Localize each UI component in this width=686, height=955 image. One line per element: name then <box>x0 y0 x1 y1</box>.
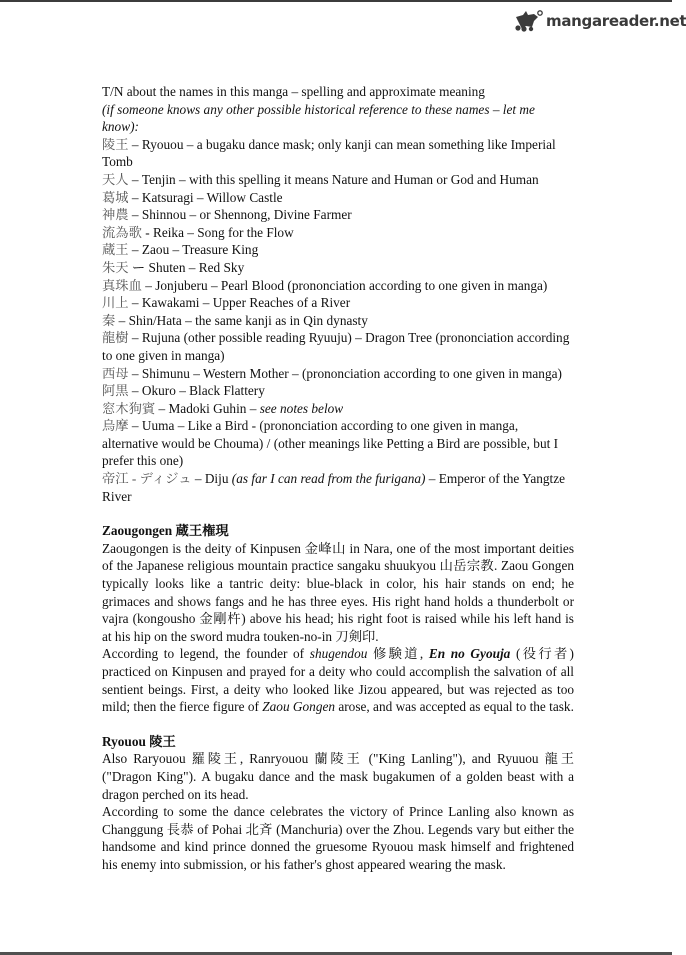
name-description: Kawakami – Upper Reaches of a River <box>141 295 351 311</box>
name-description: Tenjin – with this spelling it means Nature and Human or God and Human <box>141 171 539 187</box>
text-run: arose, and was accepted as equal to the task. <box>335 699 574 715</box>
separator: – <box>128 418 142 434</box>
section-paragraph <box>102 645 574 715</box>
top-border <box>0 0 672 2</box>
name-description: Madoki Guhin – <box>168 400 260 416</box>
name-kanji: 帝江 - ディジュ <box>102 471 192 487</box>
section-zaougongen <box>102 522 574 716</box>
translation-notes-page <box>102 83 574 874</box>
watermark-text: mangareader.net <box>546 12 686 30</box>
name-description: Uuma – Like a Bird - (prononciation according to one given in manga, alternative would be Chouma) / (other meanings like Petting a Bird are possible, but I prefer this one) <box>102 418 559 469</box>
section-ryouou <box>102 733 574 874</box>
site-watermark <box>514 9 686 33</box>
name-kanji: 阿黒 <box>102 383 129 399</box>
separator: - <box>141 224 153 240</box>
name-entry <box>102 224 574 242</box>
name-description: Diju <box>204 471 232 487</box>
italic-term: Zaou Gongen <box>262 699 336 715</box>
name-description: Shimunu – Western Mother – (prononciation according to one given in manga) <box>141 365 562 381</box>
bold-italic-term: En no Gyouja <box>428 646 511 662</box>
name-entry <box>102 241 574 259</box>
name-entry <box>102 400 574 418</box>
name-entry <box>102 189 574 207</box>
name-description: Shinnou – or Shennong, Divine Farmer <box>141 207 352 223</box>
name-description: Okuro – Black Flattery <box>141 383 265 399</box>
separator: – <box>128 189 142 205</box>
name-kanji: 烏摩 <box>102 418 129 434</box>
name-description: Katsuragi – Willow Castle <box>141 189 283 205</box>
text-run: 修験道, <box>367 646 429 662</box>
separator: – <box>115 312 129 328</box>
name-entry <box>102 294 574 312</box>
name-entry <box>102 417 574 470</box>
italic-note: see notes below <box>259 400 344 416</box>
name-entry <box>102 259 574 277</box>
name-kanji: 秦 <box>102 312 116 328</box>
name-description: Jonjuberu – Pearl Blood (prononciation according to one given in manga) <box>155 277 548 293</box>
intro-note: (if someone knows any other possible historical reference to these names – let me know): <box>102 101 535 135</box>
section-title: Zaougongen 蔵王権現 <box>102 523 229 539</box>
section-paragraph: Also Raryouou 羅陵王, Ranryouou 蘭陵王 ("King Lanling"), and Ryuuou 龍王 ("Dragon King"). A bugaku dance and the mask bugakumen of a golden beast with a dragon perched on its head. <box>102 751 574 802</box>
name-kanji: 葛城 <box>102 189 129 205</box>
separator: – <box>128 383 142 399</box>
name-entry <box>102 312 574 330</box>
name-kanji: 川上 <box>102 295 129 311</box>
name-kanji: 蔵王 <box>102 242 129 258</box>
name-description: Zaou – Treasure King <box>141 242 259 258</box>
section-paragraph: Zaougongen is the deity of Kinpusen 金峰山 in Nara, one of the most important deities of the Japanese religious mountain practice sangaku shuukyou 山岳宗教. Zaou Gongen typically looks like a tantric deity: blue-black in color, his hair stands on end; he grimaces and shows fangs and he has three eyes. His right hand holds a thunderbolt or vajra (kongousho 金剛杵) above his head; his right foot is raised while his left hand is at his hip on the sword mudra touken-no-in 刀剣印. <box>102 540 574 644</box>
name-description: Shin/Hata – the same kanji as in Qin dynasty <box>128 312 368 328</box>
name-kanji: 神農 <box>102 207 129 223</box>
name-kanji: 流為歌 <box>102 224 142 240</box>
italic-note: (as far I can read from the furigana) <box>231 471 426 487</box>
separator: – <box>141 277 156 293</box>
name-kanji: 真珠血 <box>102 277 142 293</box>
separator: – <box>128 242 142 258</box>
name-description: Rujuna (other possible reading Ryuuju) – Dragon Tree (prononciation according to one given in manga) <box>102 330 570 363</box>
name-description: Ryouou – a bugaku dance mask; only kanji can mean something like Imperial Tomb <box>102 136 556 170</box>
name-kanji: 天人 <box>102 171 129 187</box>
cow-logo-icon <box>514 9 544 33</box>
name-description: Shuten – Red Sky <box>148 259 245 275</box>
separator: – <box>128 136 142 152</box>
italic-term: shugendou <box>309 646 368 662</box>
name-entry <box>102 470 574 505</box>
separator: – <box>191 471 205 487</box>
name-description: Reika – Song for the Flow <box>152 224 294 240</box>
separator: – <box>128 330 142 346</box>
name-entry <box>102 277 574 295</box>
section-title: Ryouou 陵王 <box>102 733 176 749</box>
text-run: According to legend, the founder of <box>102 646 310 662</box>
separator: – <box>128 207 142 223</box>
text-run: (役行者) practiced on Kinpusen and prayed for a deity who could accomplish the salvation of all sentient beings. First, a deity who looked like Jizou appeared, but was rejected as too mild; then the fierce figure of <box>102 646 574 715</box>
name-description-tail: – Emperor of the Yangtze River <box>102 471 566 504</box>
name-entry <box>102 136 574 171</box>
name-kanji: 西母 <box>102 365 129 381</box>
separator: – <box>155 400 169 416</box>
names-list <box>102 136 574 505</box>
name-entry <box>102 329 574 364</box>
name-entry <box>102 382 574 400</box>
separator: – <box>128 295 142 311</box>
name-kanji: 朱天 <box>102 259 129 275</box>
section-paragraph: According to some the dance celebrates the victory of Prince Lanling also known as Changgung 長恭 of Pohai 北斉 (Manchuria) over the Zhou. Legends vary but either the handsome and kind prince donned the gruesome Ryouou mask himself and frightened his enemy into submission, or his father's ghost appeared wearing the mask. <box>102 804 574 872</box>
name-entry <box>102 171 574 189</box>
intro-title: T/N about the names in this manga – spelling and approximate meaning <box>102 84 485 99</box>
separator: – <box>128 171 142 187</box>
name-entry <box>102 365 574 383</box>
name-kanji: 陵王 <box>102 136 129 152</box>
separator: ー <box>128 259 149 275</box>
name-kanji: 窓木狗賓 <box>102 400 156 416</box>
name-kanji: 龍樹 <box>102 330 129 346</box>
separator: – <box>128 365 142 381</box>
name-entry <box>102 206 574 224</box>
